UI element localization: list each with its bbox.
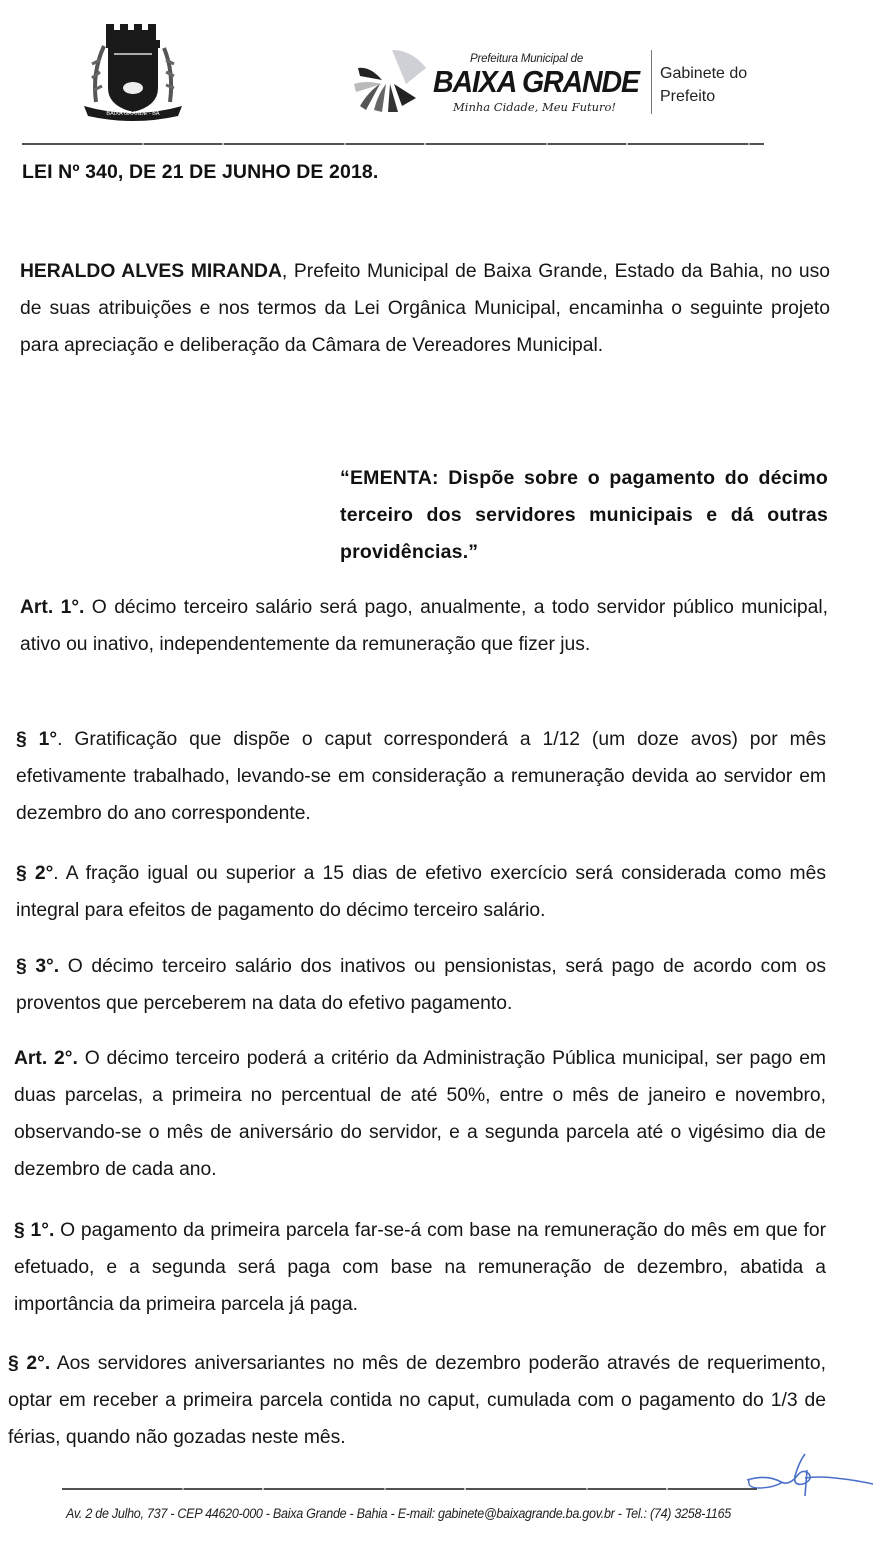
office-label bbox=[660, 62, 747, 108]
header-divider bbox=[22, 143, 764, 145]
section-text: Aos servidores aniversariantes no mês de dezembro poderão através de requerimento, optar em receber a primeira parcela contida no caput, cumulada com o pagamento do 1/3 de férias, quando não gozadas neste mês. bbox=[8, 1353, 826, 1448]
section-text: . Gratificação que dispõe o caput corresponderá a 1/12 (um doze avos) por mês efetivamente trabalhado, levando-se em consideração a remuneração devida ao servidor em dezembro do ano correspondente. bbox=[16, 729, 827, 824]
signature-icon bbox=[745, 1450, 875, 1500]
intro-text: , Prefeito Municipal de Baixa Grande, Estado da Bahia, no uso de suas atribuições e nos termos da Lei Orgânica Municipal, encaminha o seguinte projeto para apreciação e deliberação da Câmara de Vereadores Municipal. bbox=[20, 261, 830, 356]
mayor-name: HERALDO ALVES MIRANDA bbox=[20, 261, 282, 282]
article-2-paragraph-1 bbox=[14, 1212, 826, 1323]
article-1-paragraph-1 bbox=[16, 721, 826, 832]
baixa-grande-logo-icon bbox=[352, 44, 430, 112]
article-1 bbox=[20, 589, 828, 663]
footer-divider bbox=[62, 1488, 757, 1490]
section-label: § 2°. bbox=[8, 1353, 51, 1374]
office-line-1: Gabinete do bbox=[660, 65, 748, 82]
article-2 bbox=[14, 1040, 826, 1188]
section-text: . A fração igual ou superior a 15 dias de efetivo exercício será considerada como mês integral para efeitos de pagamento do décimo terceiro salário. bbox=[16, 863, 826, 921]
svg-text:BAIXA GRANDE - BA: BAIXA GRANDE - BA bbox=[106, 111, 160, 117]
coat-of-arms-emblem bbox=[78, 18, 188, 122]
law-title: LEI Nº 340, DE 21 DE JUNHO DE 2018. bbox=[22, 161, 379, 183]
section-text: O décimo terceiro salário será pago, anualmente, a todo servidor público municipal, ativo ou inativo, independentemente da remuneração que fizer jus. bbox=[20, 597, 829, 655]
section-label: § 1°. bbox=[14, 1220, 55, 1241]
section-text: O décimo terceiro poderá a critério da Administração Pública municipal, ser pago em duas parcelas, a primeira no percentual de até 50%, entre o mês de janeiro e novembro, observando-se o mês de aniversário do servidor, e a segunda parcela até o vigésimo dia de dezembro de cada ano. bbox=[14, 1048, 826, 1180]
coat-of-arms-icon bbox=[78, 18, 188, 122]
article-1-paragraph-3 bbox=[16, 948, 826, 1022]
section-label: Art. 1°. bbox=[20, 597, 85, 618]
logo-prefix: Prefeitura Municipal de bbox=[470, 53, 584, 65]
logo-slogan: Minha Cidade, Meu Futuro! bbox=[453, 100, 617, 114]
section-text: O décimo terceiro salário dos inativos ou pensionistas, será pago de acordo com os proventos que perceberem na data do efetivo pagamento. bbox=[16, 956, 826, 1014]
office-line-2: Prefeito bbox=[660, 88, 716, 105]
article-1-paragraph-2 bbox=[16, 855, 826, 929]
article-2-paragraph-2 bbox=[8, 1345, 826, 1456]
signature-initials bbox=[745, 1450, 875, 1500]
footer-address: Av. 2 de Julho, 737 - CEP 44620-000 - Baixa Grande - Bahia - E-mail: gabinete@baixagrande.ba.gov.br - Tel.: (74) 3258-1165 bbox=[66, 1506, 732, 1521]
section-label: § 2° bbox=[16, 863, 54, 884]
logo-divider bbox=[651, 50, 652, 114]
section-label: Art. 2°. bbox=[14, 1048, 78, 1069]
section-text: O pagamento da primeira parcela far-se-á com base na remuneração do mês em que for efetuado, e a segunda será paga com base na remuneração de dezembro, abatida a importância da primeira parcela já paga. bbox=[14, 1220, 826, 1315]
intro-paragraph bbox=[20, 253, 830, 364]
logo-name: BAIXA GRANDE bbox=[433, 64, 639, 99]
section-label: § 3°. bbox=[16, 956, 60, 977]
ementa: “EMENTA: Dispõe sobre o pagamento do décimo terceiro dos servidores municipais e dá outras providências.” bbox=[340, 467, 828, 563]
section-label: § 1° bbox=[16, 729, 58, 750]
